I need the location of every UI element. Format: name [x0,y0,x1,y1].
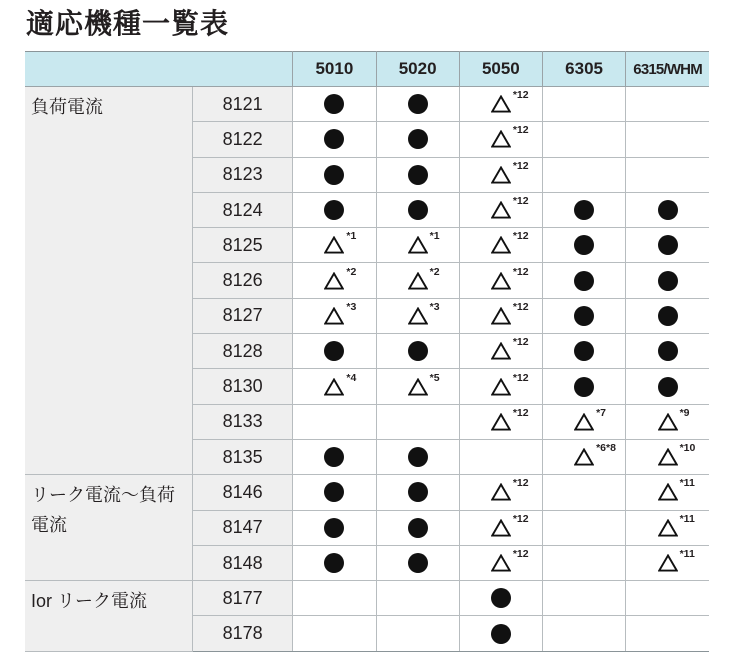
compatibility-cell [626,369,709,404]
table-row [25,475,709,510]
compatibility-cell [459,404,542,439]
compatibility-cell [626,192,709,227]
compatibility-cell [459,87,542,122]
footnote-mark: *12 [512,265,529,278]
open-triangle-icon [323,230,357,256]
open-triangle-icon [490,336,529,362]
model-number: 8126 [192,263,292,298]
compatibility-cell [376,616,459,651]
footnote-mark: *12 [512,230,529,243]
footnote-mark: *10 [679,442,696,455]
compatibility-cell [293,510,376,545]
compatibility-cell [459,263,542,298]
compatibility-cell [376,87,459,122]
model-number: 8125 [192,228,292,263]
compatibility-cell [459,475,542,510]
filled-circle-icon [657,199,679,221]
header-corner [25,52,293,87]
filled-circle-icon [490,623,512,645]
open-triangle-icon [323,371,357,398]
table-row [25,581,709,616]
open-triangle-icon [323,265,357,292]
filled-circle-icon [323,164,345,186]
compatibility-cell [626,404,709,439]
compatibility-cell [459,369,542,404]
compatibility-cell [376,228,459,263]
model-number: 8130 [192,369,292,404]
filled-circle-icon [323,552,345,574]
filled-circle-icon [323,93,345,115]
filled-circle-icon [490,587,512,609]
footnote-mark: *12 [512,512,529,525]
compatibility-cell [459,157,542,192]
compatibility-cell [293,157,376,192]
open-triangle-icon [407,300,440,327]
compatibility-cell [376,298,459,333]
footnote-mark: *12 [512,89,529,102]
open-triangle-icon [490,89,529,115]
footnote-mark: *11 [679,548,695,560]
compatibility-cell [542,439,625,474]
compatibility-cell [542,228,625,263]
model-number: 8128 [192,334,292,369]
column-header: 5050 [459,52,542,87]
filled-circle-icon [657,270,679,292]
filled-circle-icon [407,93,429,115]
open-triangle-icon [490,371,529,398]
open-triangle-icon [490,124,529,150]
model-number: 8127 [192,298,292,333]
footnote-mark: *7 [596,406,607,419]
footnote-mark: *3 [429,300,440,313]
footnote-mark: *12 [512,477,529,490]
filled-circle-icon [323,481,345,503]
column-header: 6305 [542,52,625,87]
open-triangle-icon [490,265,529,292]
model-number: 8123 [192,157,292,192]
page-title: 適応機種一覧表 [26,7,230,40]
compatibility-cell [376,263,459,298]
compatibility-cell [626,475,709,510]
open-triangle-icon [323,300,357,327]
category-label: リーク電流～負荷電流 [25,475,192,581]
open-triangle-icon [407,230,440,256]
open-triangle-icon [573,442,616,468]
compatibility-cell [542,404,625,439]
compatibility-cell [293,581,376,616]
compatibility-cell [376,475,459,510]
footnote-mark: *11 [679,477,695,490]
footnote-mark: *2 [346,265,357,278]
filled-circle-icon [657,376,679,398]
compatibility-cell [376,157,459,192]
model-number: 8121 [192,87,292,122]
compatibility-cell [293,122,376,157]
compatibility-cell [459,334,542,369]
footnote-mark: *6*8 [596,442,616,455]
compatibility-cell [293,369,376,404]
open-triangle-icon [490,195,529,221]
compatibility-cell [542,334,625,369]
open-triangle-icon [657,512,695,539]
open-triangle-icon [490,230,529,256]
footnote-mark: *12 [512,548,529,560]
footnote-mark: *2 [429,265,440,278]
filled-circle-icon [573,340,595,362]
compatibility-cell [293,616,376,651]
compatibility-cell [376,404,459,439]
compatibility-table [25,51,709,652]
compatibility-cell [459,439,542,474]
compatibility-cell [542,192,625,227]
filled-circle-icon [573,305,595,327]
filled-circle-icon [657,305,679,327]
compatibility-cell [459,122,542,157]
column-header: 6315/WHM [626,52,709,87]
compatibility-cell [626,122,709,157]
model-number: 8146 [192,475,292,510]
compatibility-cell [376,122,459,157]
filled-circle-icon [657,234,679,256]
filled-circle-icon [573,199,595,221]
filled-circle-icon [573,270,595,292]
filled-circle-icon [407,446,429,468]
open-triangle-icon [490,548,529,574]
model-number: 8148 [192,545,292,580]
compatibility-cell [542,510,625,545]
compatibility-cell [626,581,709,616]
compatibility-cell [376,545,459,580]
compatibility-cell [293,263,376,298]
compatibility-cell [293,334,376,369]
footnote-mark: *3 [346,300,357,313]
footnote-mark: *12 [512,159,529,172]
footnote-mark: *1 [346,230,357,243]
compatibility-cell [542,298,625,333]
model-number: 8133 [192,404,292,439]
filled-circle-icon [407,481,429,503]
footnote-mark: *11 [679,512,695,525]
filled-circle-icon [323,517,345,539]
compatibility-cell [376,369,459,404]
open-triangle-icon [657,477,695,503]
compatibility-cell [376,192,459,227]
compatibility-cell [542,263,625,298]
compatibility-cell [376,581,459,616]
filled-circle-icon [323,128,345,150]
filled-circle-icon [323,199,345,221]
footnote-mark: *12 [512,371,529,384]
open-triangle-icon [490,477,529,503]
open-triangle-icon [490,300,529,327]
compatibility-cell [293,404,376,439]
compatibility-cell [542,581,625,616]
compatibility-cell [376,334,459,369]
compatibility-cell [293,439,376,474]
category-label: 負荷電流 [25,87,192,475]
compatibility-cell [459,510,542,545]
compatibility-cell [626,439,709,474]
open-triangle-icon [657,548,695,574]
compatibility-cell [459,581,542,616]
compatibility-cell [293,228,376,263]
compatibility-cell [542,122,625,157]
compatibility-cell [542,87,625,122]
open-triangle-icon [490,159,529,186]
footnote-mark: *4 [346,371,357,384]
compatibility-cell [542,157,625,192]
compatibility-cell [626,334,709,369]
filled-circle-icon [407,128,429,150]
compatibility-cell [459,228,542,263]
compatibility-cell [293,298,376,333]
filled-circle-icon [323,340,345,362]
open-triangle-icon [490,512,529,539]
column-header: 5020 [376,52,459,87]
compatibility-cell [459,192,542,227]
footnote-mark: *1 [429,230,440,243]
compatibility-cell [376,510,459,545]
compatibility-cell [293,192,376,227]
table-body [25,87,709,652]
model-number: 8124 [192,192,292,227]
compatibility-cell [626,616,709,651]
compatibility-cell [459,545,542,580]
footnote-mark: *12 [512,124,529,137]
filled-circle-icon [407,199,429,221]
compatibility-cell [542,369,625,404]
filled-circle-icon [407,340,429,362]
header-row [25,52,709,87]
filled-circle-icon [407,517,429,539]
open-triangle-icon [490,406,529,433]
open-triangle-icon [657,406,690,433]
filled-circle-icon [573,234,595,256]
open-triangle-icon [657,442,696,468]
filled-circle-icon [407,552,429,574]
compatibility-cell [459,298,542,333]
compatibility-cell [626,510,709,545]
model-number: 8177 [192,581,292,616]
footnote-mark: *9 [679,406,690,419]
model-number: 8135 [192,439,292,474]
footnote-mark: *12 [512,300,529,313]
compatibility-cell [293,87,376,122]
open-triangle-icon [407,265,440,292]
category-label: Ior リーク電流 [25,581,192,652]
filled-circle-icon [657,340,679,362]
compatibility-cell [626,157,709,192]
compatibility-cell [626,228,709,263]
model-number: 8147 [192,510,292,545]
compatibility-cell [293,545,376,580]
open-triangle-icon [573,406,607,433]
compatibility-cell [459,616,542,651]
compatibility-cell [293,475,376,510]
open-triangle-icon [407,371,440,398]
footnote-mark: *5 [429,371,440,384]
footnote-mark: *12 [512,195,529,208]
compatibility-cell [542,475,625,510]
filled-circle-icon [323,446,345,468]
column-header: 5010 [293,52,376,87]
compatibility-cell [376,439,459,474]
model-number: 8122 [192,122,292,157]
compatibility-cell [626,87,709,122]
compatibility-cell [542,545,625,580]
compatibility-cell [626,545,709,580]
filled-circle-icon [573,376,595,398]
compatibility-cell [626,263,709,298]
model-number: 8178 [192,616,292,651]
table-row [25,87,709,122]
compatibility-cell [626,298,709,333]
footnote-mark: *12 [512,406,529,419]
compatibility-cell [542,616,625,651]
filled-circle-icon [407,164,429,186]
footnote-mark: *12 [512,336,529,349]
